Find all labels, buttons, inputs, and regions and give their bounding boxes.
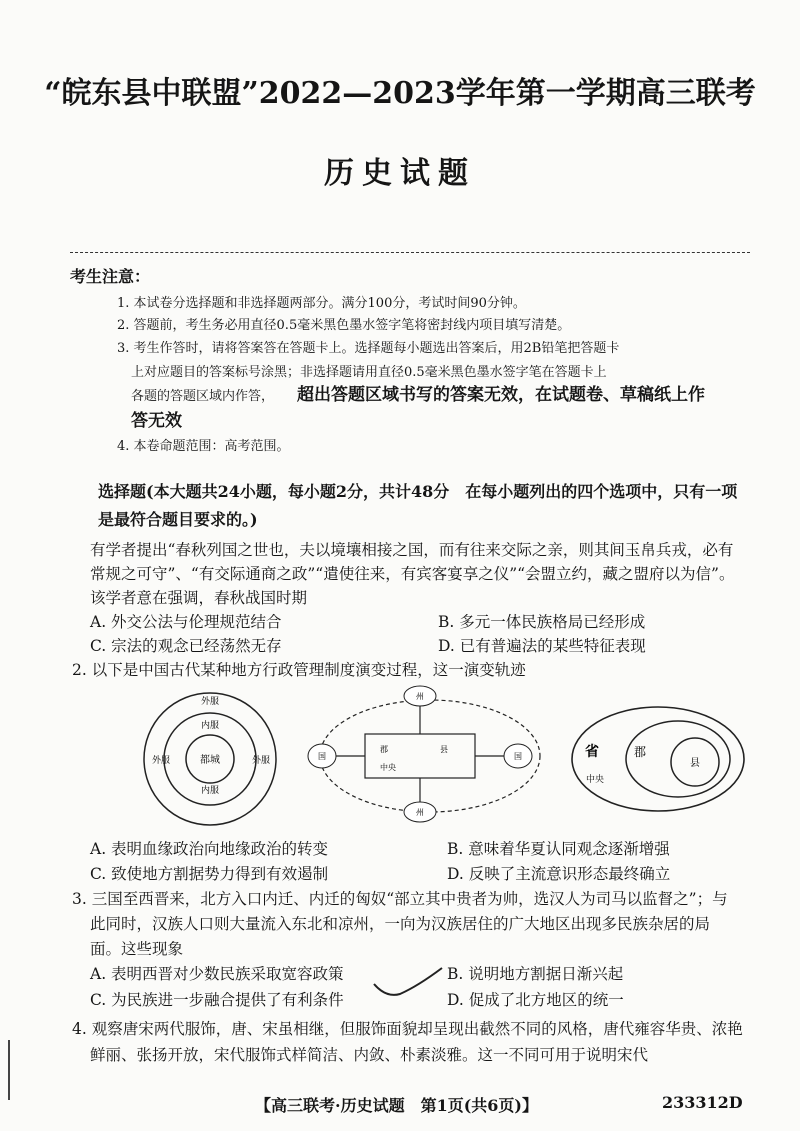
section-line: 选择题(本大题共24小题，每小题2分，共计48分 在每小题列出的四个选项中，只有一项	[98, 482, 738, 501]
q4-stem-line: 鲜丽、张扬开放，宋代服饰式样简洁、内敛、朴素淡雅。这一不同可用于说明宋代	[90, 1046, 649, 1064]
q2-option-d[interactable]: D. 反映了主流意识形态最终确立	[447, 865, 671, 883]
label-province: 省	[585, 744, 599, 760]
section-line: 是最符合题目要求的。)	[98, 510, 258, 529]
q1-option-d[interactable]: D. 已有普遍法的某些特征表现	[438, 637, 646, 655]
label-county: 县	[690, 758, 700, 769]
label-state: 州	[416, 808, 424, 817]
q2-option-a[interactable]: A. 表明血缘政治向地缘政治的转变	[90, 840, 329, 858]
notice-line: 各题的答题区域内作答，	[131, 389, 275, 404]
q4-stem-line: 4. 观察唐宋两代服饰，唐、宋虽相继，但服饰面貌却呈现出截然不同的风格，唐代雍容华贵、浓艳	[72, 1020, 743, 1038]
q3-stem-line: 3. 三国至西晋来，北方入口内迁、内迁的匈奴“部立其中贵者为帅，选汉人为司马以监督之”；与	[72, 890, 728, 908]
label-state: 州	[416, 692, 424, 701]
q1-option-a[interactable]: A. 外交公法与伦理规范结合	[90, 613, 282, 631]
notice-line: 2. 答题前，考生务必用直径0.5毫米黑色墨水签字笔将密封线内项目填写清楚。	[117, 318, 571, 333]
section-heading	[98, 478, 758, 534]
q2-diagram	[140, 684, 750, 834]
scan-edge-mark	[8, 1040, 10, 1100]
footer-page-info: 【高三联考·历史试题 第1页(共6页)】	[255, 1096, 538, 1115]
notice-line: 4. 本卷命题范围：高考范围。	[117, 439, 290, 454]
notice-line: 3. 考生作答时，请将答案答在答题卡上。选择题每小题选出答案后，用2B铅笔把答题卡	[117, 341, 620, 356]
q3-stem-line: 此同时，汉族人口则大量流入东北和凉州，一向为汉族居住的广大地区出现多民族杂居的局	[90, 915, 711, 933]
q1-option-b[interactable]: B. 多元一体民族格局已经形成	[438, 613, 646, 631]
label-center: 中央	[585, 775, 605, 785]
notice-line: 1. 本试卷分选择题和非选择题两部分。满分100分，考试时间90分钟。	[117, 296, 526, 311]
diagram-nested	[572, 707, 744, 811]
label-guo: 国	[318, 752, 326, 761]
exam-subject: 历史试题	[324, 156, 476, 191]
label-prefecture: 郡	[633, 745, 647, 759]
label-inner: 内服	[200, 786, 220, 796]
exam-title: “皖东县中联盟”2022—2023学年第一学期高三联考	[44, 76, 756, 111]
label-inner: 内服	[200, 721, 220, 731]
footer-code: 233312D	[662, 1093, 743, 1112]
q3-option-a[interactable]: A. 表明西晋对少数民族采取宽容政策	[90, 965, 344, 983]
diagram-concentric	[144, 693, 276, 825]
label-center: 中央	[380, 763, 396, 772]
label-outer: 外服	[252, 756, 271, 766]
q3-option-d[interactable]: D. 促成了北方地区的统一	[447, 991, 624, 1009]
q3-option-c[interactable]: C. 为民族进一步融合提供了有利条件	[90, 991, 344, 1009]
diagram-hub	[308, 686, 540, 822]
notice-line-emphasis: 答无效	[131, 411, 182, 431]
q2-option-c[interactable]: C. 致使地方割据势力得到有效遏制	[90, 865, 329, 883]
q1-stem-line: 有学者提出“春秋列国之世也，夫以境壤相接之国，而有往来交际之亲，则其间玉帛兵戎，必有	[90, 541, 734, 559]
notice-heading: 考生注意：	[70, 267, 151, 286]
label-prefecture: 郡	[380, 745, 388, 754]
divider	[70, 252, 750, 253]
q1-stem-line: 该学者意在强调，春秋战国时期	[90, 589, 308, 607]
notice-line: 上对应题目的答案标号涂黑；非选择题请用直径0.5毫米黑色墨水签字笔在答题卡上	[131, 365, 607, 380]
q2-option-b[interactable]: B. 意味着华夏认同观念逐渐增强	[447, 840, 670, 858]
notice-line-emphasis: 超出答题区域书写的答案无效，在试题卷、草稿纸上作	[297, 385, 705, 405]
pen-check-mark-icon	[370, 964, 450, 1004]
q1-option-c[interactable]: C. 宗法的观念已经荡然无存	[90, 637, 282, 655]
label-outer: 外服	[152, 756, 171, 766]
q2-stem: 2. 以下是中国古代某种地方行政管理制度演变过程，这一演变轨迹	[72, 661, 526, 679]
label-capital: 都城	[200, 755, 220, 766]
label-guo: 国	[514, 752, 522, 761]
label-outer: 外服	[200, 697, 220, 707]
q1-stem-line: 常规之可守”、“有交际通商之政”“遣使往来，有宾客宴享之仪”“会盟立约，藏之盟府以为信”。	[90, 565, 735, 583]
q3-stem-line: 面。这些现象	[90, 940, 184, 958]
label-county: 县	[440, 745, 448, 754]
q3-option-b[interactable]: B. 说明地方割据日渐兴起	[447, 965, 624, 983]
